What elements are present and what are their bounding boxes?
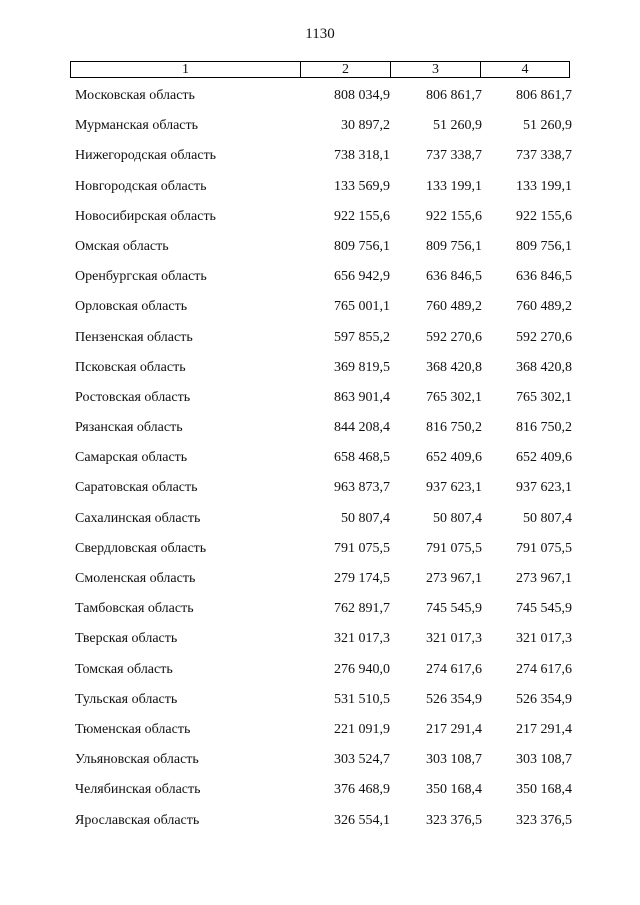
value-cell-col4: 791 075,5 — [516, 540, 572, 556]
value-cell-col3: 765 302,1 — [426, 389, 482, 405]
value-cell-col3: 937 623,1 — [426, 480, 482, 496]
value-cell-col4: 806 861,7 — [516, 88, 572, 103]
value-cell-col2: 844 208,4 — [334, 420, 390, 436]
value-cell-col2: 50 807,4 — [341, 510, 390, 526]
table-row — [0, 443, 640, 473]
value-cell-col2: 656 942,9 — [334, 269, 390, 285]
region-name-cell: Московская область — [75, 88, 195, 103]
column-header-4: 4 — [521, 62, 529, 77]
region-name-cell: Челябинская область — [75, 782, 201, 798]
table-row — [0, 806, 640, 836]
value-cell-col2: 321 017,3 — [334, 631, 390, 647]
table-row — [0, 172, 640, 202]
value-cell-col3: 809 756,1 — [426, 238, 482, 254]
value-cell-col2: 376 468,9 — [334, 782, 390, 798]
value-cell-col2: 597 855,2 — [334, 329, 390, 345]
table-row — [0, 624, 640, 654]
table-row — [0, 685, 640, 715]
value-cell-col4: 368 420,8 — [516, 359, 572, 375]
value-cell-col2: 531 510,5 — [334, 691, 390, 707]
value-cell-col2: 808 034,9 — [334, 88, 390, 103]
table-row — [0, 353, 640, 383]
table-row — [0, 504, 640, 534]
region-name-cell: Ярославская область — [75, 812, 200, 828]
region-name-cell: Тюменская область — [75, 721, 191, 737]
value-cell-col3: 303 108,7 — [426, 752, 482, 768]
value-cell-col2: 279 174,5 — [334, 571, 390, 586]
value-cell-col4: 273 967,1 — [516, 571, 572, 586]
table-row — [0, 594, 640, 624]
table-row — [0, 564, 640, 594]
region-name-cell: Псковская область — [75, 359, 186, 375]
table-header — [70, 61, 570, 78]
region-name-cell: Новосибирская область — [75, 208, 216, 224]
table-body — [0, 81, 640, 836]
region-name-cell: Саратовская область — [75, 480, 198, 496]
column-header-3: 3 — [391, 62, 481, 77]
value-cell-col4: 321 017,3 — [516, 631, 572, 647]
region-name-cell: Омская область — [75, 238, 169, 254]
table-row — [0, 413, 640, 443]
value-cell-col3: 652 409,6 — [426, 450, 482, 466]
value-cell-col2: 809 756,1 — [334, 238, 390, 254]
table-row — [0, 534, 640, 564]
value-cell-col3: 526 354,9 — [426, 691, 482, 707]
value-cell-col3: 760 489,2 — [426, 299, 482, 315]
value-cell-col2: 221 091,9 — [334, 721, 390, 737]
region-name-cell: Ульяновская область — [75, 752, 199, 768]
region-name-cell: Пензенская область — [75, 329, 193, 345]
value-cell-col2: 762 891,7 — [334, 601, 390, 617]
value-cell-col3: 745 545,9 — [426, 601, 482, 617]
region-name-cell: Орловская область — [75, 299, 188, 315]
value-cell-col3: 273 967,1 — [426, 571, 482, 586]
table-row — [0, 775, 640, 805]
table-row — [0, 81, 640, 111]
value-cell-col3: 922 155,6 — [426, 208, 482, 224]
value-cell-col4: 809 756,1 — [516, 238, 572, 254]
value-cell-col2: 791 075,5 — [334, 540, 390, 556]
value-cell-col4: 745 545,9 — [516, 601, 572, 617]
value-cell-col4: 816 750,2 — [516, 420, 572, 436]
value-cell-col4: 274 617,6 — [516, 661, 572, 677]
region-name-cell: Тамбовская область — [75, 601, 194, 617]
table-row — [0, 232, 640, 262]
value-cell-col4: 51 260,9 — [523, 118, 572, 134]
value-cell-col4: 323 376,5 — [516, 812, 572, 828]
value-cell-col3: 274 617,6 — [426, 661, 482, 677]
value-cell-col2: 765 001,1 — [334, 299, 390, 315]
table-row — [0, 473, 640, 503]
value-cell-col4: 217 291,4 — [516, 721, 572, 737]
value-cell-col3: 133 199,1 — [426, 178, 482, 194]
value-cell-col3: 592 270,6 — [426, 329, 482, 345]
value-cell-col4: 737 338,7 — [516, 148, 572, 164]
value-cell-col3: 323 376,5 — [426, 812, 482, 828]
region-name-cell: Ростовская область — [75, 389, 191, 405]
value-cell-col4: 350 168,4 — [516, 782, 572, 798]
region-name-cell: Сахалинская область — [75, 510, 201, 526]
value-cell-col3: 217 291,4 — [426, 721, 482, 737]
value-cell-col2: 303 524,7 — [334, 752, 390, 768]
table-row — [0, 141, 640, 171]
value-cell-col2: 863 901,4 — [334, 389, 390, 405]
value-cell-col3: 816 750,2 — [426, 420, 482, 436]
value-cell-col4: 937 623,1 — [516, 480, 572, 496]
region-name-cell: Мурманская область — [75, 118, 199, 134]
table-row — [0, 655, 640, 685]
region-name-cell: Рязанская область — [75, 420, 183, 436]
value-cell-col4: 592 270,6 — [516, 329, 572, 345]
value-cell-col3: 737 338,7 — [426, 148, 482, 164]
value-cell-col2: 133 569,9 — [334, 178, 390, 194]
table-row — [0, 745, 640, 775]
value-cell-col2: 326 554,1 — [334, 812, 390, 828]
value-cell-col2: 369 819,5 — [334, 359, 390, 375]
value-cell-col4: 303 108,7 — [516, 752, 572, 768]
table-row — [0, 715, 640, 745]
region-name-cell: Новгородская область — [75, 178, 207, 194]
table-row — [0, 262, 640, 292]
value-cell-col2: 738 318,1 — [334, 148, 390, 164]
region-name-cell: Смоленская область — [75, 571, 196, 586]
region-name-cell: Томская область — [75, 661, 173, 677]
region-name-cell: Свердловская область — [75, 540, 207, 556]
value-cell-col2: 963 873,7 — [334, 480, 390, 496]
region-name-cell: Нижегородская область — [75, 148, 217, 164]
value-cell-col2: 658 468,5 — [334, 450, 390, 466]
page-number: 1130 — [305, 26, 335, 42]
value-cell-col4: 133 199,1 — [516, 178, 572, 194]
value-cell-col3: 368 420,8 — [426, 359, 482, 375]
value-cell-col4: 765 302,1 — [516, 389, 572, 405]
region-name-cell: Тверская область — [75, 631, 178, 647]
value-cell-col4: 652 409,6 — [516, 450, 572, 466]
table-row — [0, 111, 640, 141]
value-cell-col3: 321 017,3 — [426, 631, 482, 647]
table-row — [0, 383, 640, 413]
value-cell-col3: 806 861,7 — [426, 88, 482, 103]
value-cell-col3: 350 168,4 — [426, 782, 482, 798]
value-cell-col3: 50 807,4 — [433, 510, 482, 526]
value-cell-col2: 922 155,6 — [334, 208, 390, 224]
value-cell-col3: 791 075,5 — [426, 540, 482, 556]
column-header-2: 2 — [301, 62, 391, 77]
value-cell-col4: 922 155,6 — [516, 208, 572, 224]
table-row — [0, 292, 640, 322]
region-name-cell: Самарская область — [75, 450, 188, 466]
region-name-cell: Тульская область — [75, 691, 178, 707]
value-cell-col4: 636 846,5 — [516, 269, 572, 285]
value-cell-col3: 51 260,9 — [433, 118, 482, 134]
value-cell-col4: 50 807,4 — [523, 510, 572, 526]
table-row — [0, 323, 640, 353]
value-cell-col2: 276 940,0 — [334, 661, 390, 677]
value-cell-col3: 636 846,5 — [426, 269, 482, 285]
value-cell-col4: 526 354,9 — [516, 691, 572, 707]
value-cell-col4: 760 489,2 — [516, 299, 572, 315]
table-row — [0, 202, 640, 232]
column-header-1: 1 — [71, 62, 301, 77]
value-cell-col2: 30 897,2 — [341, 118, 390, 134]
region-name-cell: Оренбургская область — [75, 269, 207, 285]
